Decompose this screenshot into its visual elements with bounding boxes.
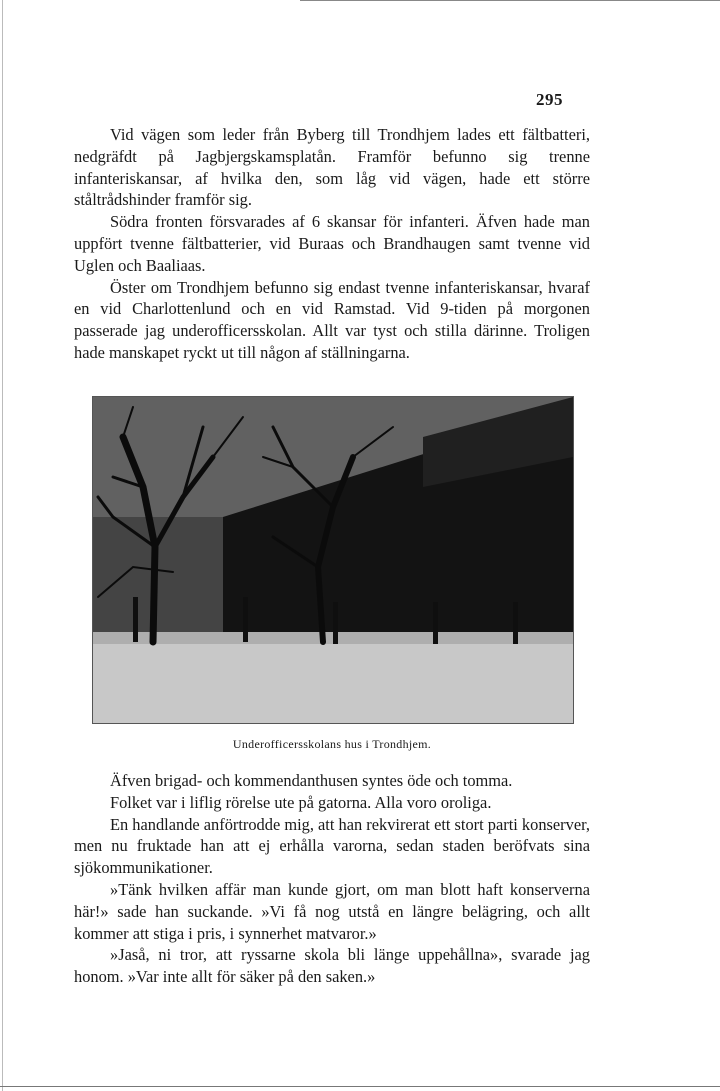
figure-caption: Underofficersskolans hus i Trondhjem.: [232, 737, 432, 751]
paragraph: Äfven brigad- och kommendanthusen syntes öde och tomma.: [110, 771, 513, 790]
paragraph: En handlande anförtrodde mig, att han rekvirerat ett stort parti konserver, men nu fruktade han att ej erhålla varorna, sedan staden beröfvats sina sjökommunikationer.: [74, 814, 590, 878]
paragraph: »Jaså, ni tror, att ryssarne skola bli länge uppehållna», svarade jag honom. »Var inte allt för säker på den saken.»: [74, 945, 590, 987]
paragraph: Öster om Trondhjem befunno sig endast tvenne infanteriskansar, hvaraf en vid Charlottenlund och en vid Ramstad. Vid 9-tiden på morgonen passerade jag underofficersskolan. Allt var tyst och stilla därinne. Troligen hade manskapet ryckt ut till någon af ställningarna.: [74, 277, 590, 362]
paragraph: Södra fronten försvarades af 6 skansar för infanteri. Äfven hade man uppfört tvenne fältbatterier, vid Buraas och Brandhaugen samt tvenne vid Uglen och Baaliaas.: [74, 212, 590, 275]
page-edge-left: [2, 0, 3, 1091]
paragraph: »Tänk hvilken affär man kunde gjort, om man blott haft konserverna här!» sade han suckande. »Vi få nog utstå en längre belägring, och allt kommer att stiga i pris, i synnerhet matvaror.»: [74, 879, 590, 943]
photograph-image: [93, 397, 573, 723]
paragraph: Folket var i liflig rörelse ute på gatorna. Alla voro oroliga.: [110, 792, 492, 812]
page-edge-bottom: [0, 1086, 720, 1087]
page-number: 295: [536, 90, 563, 109]
photograph-underofficer-school: [92, 396, 574, 724]
page-edge-top: [300, 0, 720, 1]
body-text-top: [74, 124, 590, 364]
body-text-bottom: [74, 770, 590, 988]
paragraph: Vid vägen som leder från Byberg till Trondhjem lades ett fältbatteri, nedgräfdt på Jagbjergskamsplatån. Framför befunno sig trenne infanteriskansar, af hvilka den, som låg vid vägen, hade ett större ståltrådshinder framför sig.: [74, 125, 590, 210]
